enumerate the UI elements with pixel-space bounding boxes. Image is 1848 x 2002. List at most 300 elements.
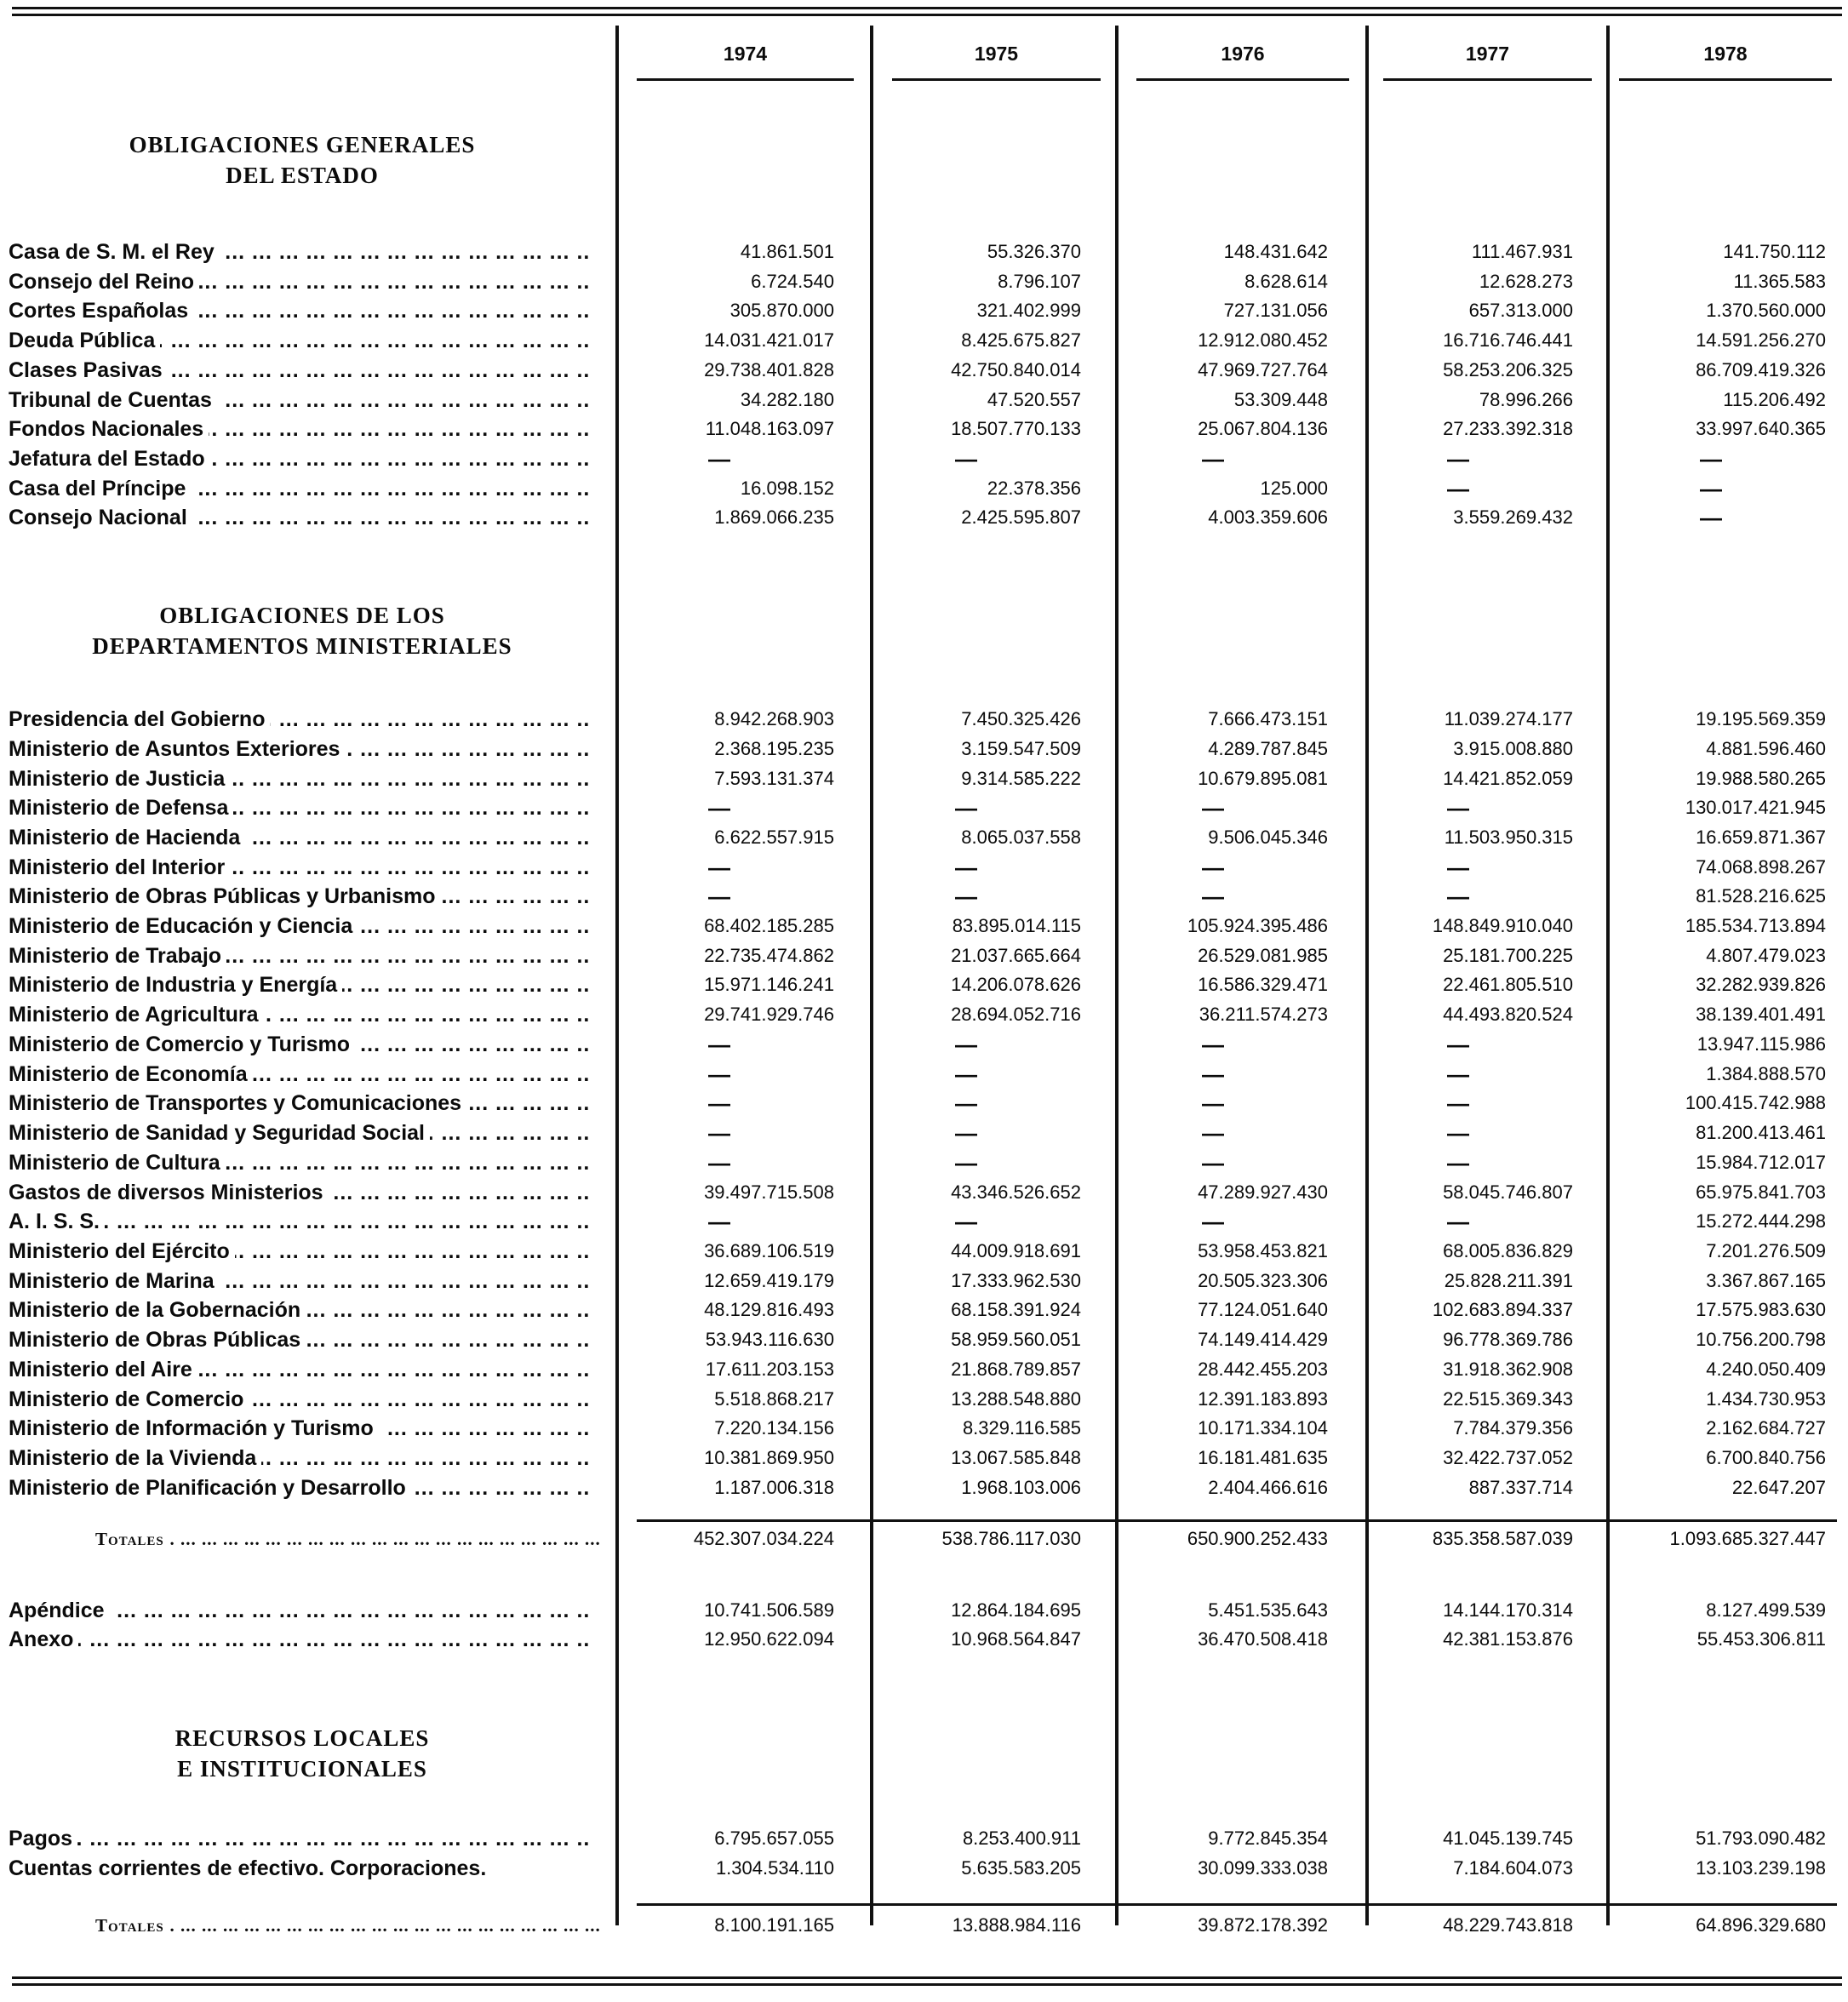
- value-cell-1974: —: [708, 446, 730, 472]
- header-underline: [637, 78, 854, 81]
- value-cell-1977: 31.918.362.908: [1443, 1358, 1573, 1380]
- value-cell-1976: 7.666.473.151: [1208, 708, 1328, 729]
- row-label-text: Casa de S. M. el Rey: [9, 240, 220, 264]
- value-cell-1977: —: [1447, 1150, 1469, 1175]
- header-underline: [892, 78, 1101, 81]
- row-label: [9, 1824, 592, 1853]
- row-label: [9, 1854, 592, 1883]
- value-cell-1977: 32.422.737.052: [1443, 1447, 1573, 1468]
- value-cell-1978: 3.367.867.165: [1706, 1270, 1826, 1291]
- row-label: [9, 970, 592, 999]
- row-label-text: Ministerio de Industria y Energía: [9, 973, 342, 997]
- value-cell-1976: 4.003.359.606: [1208, 506, 1328, 528]
- value-cell-1976: 30.099.333.038: [1198, 1857, 1328, 1879]
- value-cell-1977: 835.358.587.039: [1432, 1528, 1573, 1549]
- row-label: [9, 267, 592, 296]
- value-cell-1978: —: [1700, 505, 1722, 530]
- value-cell-1977: —: [1447, 1090, 1469, 1116]
- value-cell-1974: —: [708, 855, 730, 880]
- value-cell-1975: 18.507.770.133: [951, 418, 1081, 439]
- row-label: [9, 1118, 592, 1147]
- value-cell-1976: 47.289.927.430: [1198, 1181, 1328, 1203]
- value-cell-1976: 2.404.466.616: [1208, 1477, 1328, 1498]
- value-cell-1974: 53.943.116.630: [705, 1329, 834, 1350]
- value-cell-1976: 148.431.642: [1223, 241, 1328, 262]
- value-cell-1974: 1.187.006.318: [714, 1477, 834, 1498]
- row-label-text: Jefatura del Estado: [9, 447, 210, 471]
- value-cell-1976: —: [1202, 855, 1224, 880]
- header-underline: [1619, 78, 1832, 81]
- value-cell-1977: 3.559.269.432: [1453, 506, 1573, 528]
- value-cell-1978: 6.700.840.756: [1706, 1447, 1826, 1468]
- row-label-text: Gastos de diversos Ministerios: [9, 1181, 329, 1204]
- row-label: [9, 1385, 592, 1414]
- year-header-1975: 1975: [974, 43, 1019, 65]
- value-cell-1975: —: [955, 1150, 977, 1175]
- value-cell-1976: —: [1202, 1150, 1224, 1175]
- value-cell-1976: —: [1202, 884, 1224, 909]
- row-label: [9, 415, 592, 443]
- value-cell-1974: 22.735.474.862: [704, 945, 834, 966]
- value-cell-1975: —: [955, 855, 977, 880]
- value-cell-1974: 6.622.557.915: [714, 827, 834, 848]
- row-label-text: Apéndice: [9, 1599, 110, 1622]
- value-cell-1975: 68.158.391.924: [951, 1299, 1081, 1320]
- value-cell-1978: 51.793.090.482: [1696, 1828, 1826, 1849]
- value-cell-1977: 14.144.170.314: [1443, 1599, 1573, 1621]
- value-cell-1975: 538.786.117.030: [941, 1528, 1081, 1549]
- value-cell-1974: —: [708, 1209, 730, 1234]
- value-cell-1977: 657.313.000: [1468, 300, 1573, 321]
- value-cell-1975: —: [955, 1061, 977, 1087]
- row-label: [9, 764, 592, 793]
- value-cell-1975: 13.888.984.116: [952, 1914, 1081, 1936]
- year-header-1977: 1977: [1465, 43, 1510, 65]
- row-label-text: Casa del Príncipe: [9, 477, 191, 500]
- value-cell-1977: —: [1447, 884, 1469, 909]
- value-cell-1974: 452.307.034.224: [693, 1528, 834, 1549]
- value-cell-1977: 78.996.266: [1479, 389, 1573, 410]
- value-cell-1978: 13.947.115.986: [1696, 1033, 1826, 1055]
- value-cell-1974: 7.593.131.374: [714, 768, 834, 789]
- value-cell-1977: 11.039.274.177: [1444, 708, 1573, 729]
- row-label-text: Clases Pasivas: [9, 358, 168, 382]
- row-label-text: Ministerio de Cultura: [9, 1151, 226, 1175]
- value-cell-1977: 887.337.714: [1468, 1477, 1573, 1498]
- value-cell-1978: 15.272.444.298: [1696, 1210, 1826, 1232]
- value-cell-1975: 55.326.370: [987, 241, 1081, 262]
- value-cell-1977: 7.184.604.073: [1453, 1857, 1573, 1879]
- value-cell-1975: 21.037.665.664: [951, 945, 1081, 966]
- value-cell-1978: 55.453.306.811: [1696, 1628, 1826, 1650]
- row-label-text: Ministerio de Economía: [9, 1062, 253, 1086]
- row-label-text: Ministerio de Defensa: [9, 796, 233, 820]
- row-label-text: Ministerio de Obras Públicas: [9, 1328, 306, 1352]
- value-cell-1978: 11.365.583: [1733, 271, 1826, 292]
- header-underline: [1136, 78, 1349, 81]
- value-cell-1974: —: [708, 1061, 730, 1087]
- value-cell-1977: 27.233.392.318: [1443, 418, 1573, 439]
- value-cell-1976: 25.067.804.136: [1198, 418, 1328, 439]
- value-cell-1975: 58.959.560.051: [951, 1329, 1081, 1350]
- value-cell-1978: 1.093.685.327.447: [1669, 1528, 1826, 1549]
- section-heading-line: E INSTITUCIONALES: [177, 1756, 427, 1782]
- value-cell-1977: 111.467.931: [1471, 241, 1573, 262]
- row-label-text: Deuda Pública: [9, 329, 160, 352]
- value-cell-1977: 3.915.008.880: [1453, 738, 1573, 759]
- value-cell-1974: 14.031.421.017: [704, 329, 834, 351]
- value-cell-1977: —: [1447, 1120, 1469, 1146]
- value-cell-1977: 148.849.910.040: [1432, 915, 1573, 936]
- section-heading-line: OBLIGACIONES DE LOS: [159, 603, 445, 628]
- value-cell-1974: 16.098.152: [740, 478, 834, 499]
- row-label: [9, 1207, 592, 1236]
- row-label: [9, 1089, 592, 1118]
- section-heading-obligaciones-generales: [0, 129, 604, 191]
- top-rule-2: [12, 14, 1842, 16]
- row-label: [9, 1444, 592, 1473]
- value-cell-1978: 10.756.200.798: [1696, 1329, 1826, 1350]
- value-cell-1978: 4.240.050.409: [1706, 1358, 1826, 1380]
- row-label-text: Pagos: [9, 1827, 77, 1850]
- section-heading-line: OBLIGACIONES GENERALES: [129, 132, 476, 157]
- row-label-text: Ministerio del Aire: [9, 1358, 197, 1381]
- value-cell-1978: 86.709.419.326: [1696, 359, 1826, 380]
- value-cell-1976: 650.900.252.433: [1187, 1528, 1328, 1549]
- value-cell-1976: 12.912.080.452: [1198, 329, 1328, 351]
- value-cell-1974: 6.724.540: [751, 271, 834, 292]
- value-cell-1977: 58.045.746.807: [1443, 1181, 1573, 1203]
- value-cell-1975: 8.065.037.558: [961, 827, 1081, 848]
- value-cell-1976: 20.505.323.306: [1198, 1270, 1328, 1291]
- value-cell-1975: 83.895.014.115: [952, 915, 1081, 936]
- value-cell-1974: 36.689.106.519: [704, 1240, 834, 1261]
- value-cell-1977: 44.493.820.524: [1443, 1004, 1573, 1025]
- value-cell-1978: 185.534.713.894: [1685, 915, 1826, 936]
- value-cell-1974: —: [708, 1032, 730, 1057]
- value-cell-1977: 25.181.700.225: [1443, 945, 1573, 966]
- value-cell-1976: 47.969.727.764: [1198, 359, 1328, 380]
- value-cell-1974: —: [708, 1150, 730, 1175]
- value-cell-1976: 36.470.508.418: [1198, 1628, 1328, 1650]
- row-label-text: Ministerio de Información y Turismo: [9, 1416, 379, 1440]
- value-cell-1978: —: [1700, 446, 1722, 472]
- value-cell-1974: 7.220.134.156: [714, 1417, 834, 1439]
- row-label: [9, 1414, 592, 1443]
- value-cell-1978: 8.127.499.539: [1706, 1599, 1826, 1621]
- value-cell-1976: 53.958.453.821: [1198, 1240, 1328, 1261]
- row-label: [9, 1060, 592, 1089]
- value-cell-1978: 38.139.401.491: [1696, 1004, 1826, 1025]
- row-label-text: Totales: [95, 1915, 169, 1936]
- value-cell-1974: 5.518.868.217: [714, 1388, 834, 1410]
- value-cell-1977: 11.503.950.315: [1444, 827, 1573, 848]
- row-label-text: Ministerio de Comercio y Turismo: [9, 1032, 355, 1056]
- value-cell-1975: 5.635.583.205: [961, 1857, 1081, 1879]
- value-cell-1975: 8.253.400.911: [962, 1828, 1081, 1849]
- value-cell-1975: 43.346.526.652: [951, 1181, 1081, 1203]
- row-label: [9, 1178, 592, 1207]
- value-cell-1975: —: [955, 1209, 977, 1234]
- row-label: [9, 793, 592, 822]
- value-cell-1978: 74.068.898.267: [1696, 856, 1826, 878]
- value-cell-1975: 1.968.103.006: [961, 1477, 1081, 1498]
- value-cell-1975: 22.378.356: [987, 478, 1081, 499]
- value-cell-1977: 16.716.746.441: [1443, 329, 1573, 351]
- row-label-text: Ministerio de Educación y Ciencia: [9, 914, 358, 938]
- row-label: [9, 882, 592, 911]
- value-cell-1976: 9.772.845.354: [1208, 1828, 1328, 1849]
- value-cell-1976: 39.872.178.392: [1198, 1914, 1328, 1936]
- row-label: [9, 356, 592, 385]
- value-cell-1975: 3.159.547.509: [961, 738, 1081, 759]
- value-cell-1975: 8.329.116.585: [962, 1417, 1081, 1439]
- value-cell-1974: —: [708, 1120, 730, 1146]
- value-cell-1976: 53.309.448: [1233, 389, 1328, 410]
- value-cell-1975: 2.425.595.807: [961, 506, 1081, 528]
- row-label: [9, 1473, 592, 1502]
- value-cell-1974: 10.381.869.950: [704, 1447, 834, 1468]
- year-header-1976: 1976: [1221, 43, 1265, 65]
- row-label: [9, 1030, 592, 1059]
- value-cell-1978: 141.750.112: [1723, 241, 1826, 262]
- value-cell-1976: 36.211.574.273: [1199, 1004, 1328, 1025]
- value-cell-1976: —: [1202, 446, 1224, 472]
- row-label-text: Cuentas corrientes de efectivo. Corporaciones.: [9, 1856, 491, 1880]
- value-cell-1977: —: [1447, 1209, 1469, 1234]
- value-cell-1978: 65.975.841.703: [1696, 1181, 1826, 1203]
- row-label: [9, 912, 592, 941]
- row-label-text: Presidencia del Gobierno: [9, 707, 270, 731]
- value-cell-1978: 4.807.479.023: [1706, 945, 1826, 966]
- row-label: [9, 386, 592, 415]
- value-cell-1975: 321.402.999: [976, 300, 1081, 321]
- value-cell-1974: 8.100.191.165: [714, 1914, 834, 1936]
- value-cell-1978: 14.591.256.270: [1696, 329, 1826, 351]
- row-label-text: Tribunal de Cuentas: [9, 388, 217, 412]
- row-label-text: Ministerio de Agricultura: [9, 1003, 264, 1027]
- value-cell-1978: 2.162.684.727: [1706, 1417, 1826, 1439]
- top-rule-1: [12, 7, 1842, 9]
- header-underline: [1383, 78, 1592, 81]
- value-cell-1978: 13.103.239.198: [1696, 1857, 1826, 1879]
- value-cell-1976: 16.181.481.635: [1198, 1447, 1328, 1468]
- value-cell-1977: 68.005.836.829: [1443, 1240, 1573, 1261]
- value-cell-1975: —: [955, 1090, 977, 1116]
- value-cell-1977: —: [1447, 446, 1469, 472]
- value-cell-1975: —: [955, 795, 977, 821]
- row-label-text: Fondos Nacionales: [9, 417, 209, 441]
- value-cell-1974: 12.659.419.179: [704, 1270, 834, 1291]
- value-cell-1978: 16.659.871.367: [1696, 827, 1826, 848]
- section-heading-line: DEPARTAMENTOS MINISTERIALES: [92, 633, 512, 659]
- value-cell-1974: 29.741.929.746: [704, 1004, 834, 1025]
- row-label-text: Ministerio de Justicia: [9, 767, 230, 791]
- value-cell-1976: 105.924.395.486: [1187, 915, 1328, 936]
- row-label: [95, 1524, 678, 1553]
- value-cell-1974: 15.971.146.241: [704, 974, 834, 995]
- row-label: [9, 853, 592, 882]
- value-cell-1974: 305.870.000: [729, 300, 834, 321]
- row-label-text: Ministerio del Ejército: [9, 1239, 235, 1263]
- value-cell-1978: 130.017.421.945: [1685, 797, 1826, 818]
- row-label-text: Ministerio de Asuntos Exteriores: [9, 737, 345, 761]
- value-cell-1976: —: [1202, 1120, 1224, 1146]
- value-cell-1975: 13.288.548.880: [951, 1388, 1081, 1410]
- row-label: [9, 1296, 592, 1324]
- row-label-text: Ministerio de Sanidad y Seguridad Social: [9, 1121, 430, 1145]
- totals-rule: [637, 1519, 1837, 1522]
- value-cell-1976: —: [1202, 1061, 1224, 1087]
- value-cell-1976: 28.442.455.203: [1198, 1358, 1328, 1380]
- row-label: [9, 474, 592, 503]
- row-label: [9, 823, 592, 852]
- value-cell-1978: 19.195.569.359: [1696, 708, 1826, 729]
- value-cell-1977: 48.229.743.818: [1443, 1914, 1573, 1936]
- value-cell-1978: 115.206.492: [1723, 389, 1826, 410]
- row-label: [9, 1325, 592, 1354]
- value-cell-1976: 9.506.045.346: [1208, 827, 1328, 848]
- value-cell-1977: —: [1447, 795, 1469, 821]
- value-cell-1978: 81.200.413.461: [1696, 1122, 1826, 1143]
- value-cell-1976: 77.124.051.640: [1198, 1299, 1328, 1320]
- row-label: [9, 296, 592, 325]
- value-cell-1977: —: [1447, 476, 1469, 501]
- value-cell-1977: 22.515.369.343: [1443, 1388, 1573, 1410]
- row-label: [9, 237, 592, 266]
- row-label-text: Anexo: [9, 1627, 78, 1651]
- row-label-text: Totales: [95, 1529, 169, 1549]
- row-label: [9, 1596, 592, 1625]
- row-label: [9, 705, 592, 734]
- value-cell-1976: 12.391.183.893: [1198, 1388, 1328, 1410]
- value-cell-1974: 68.402.185.285: [704, 915, 834, 936]
- value-cell-1977: 12.628.273: [1479, 271, 1573, 292]
- row-label-text: Cortes Españolas: [9, 299, 193, 323]
- value-cell-1978: 33.997.640.365: [1696, 418, 1826, 439]
- row-label: [9, 1237, 592, 1266]
- value-cell-1977: 42.381.153.876: [1443, 1628, 1573, 1650]
- bottom-rule-2: [12, 1983, 1842, 1986]
- value-cell-1976: 16.586.329.471: [1198, 974, 1328, 995]
- value-cell-1975: —: [955, 1032, 977, 1057]
- value-cell-1975: 14.206.078.626: [951, 974, 1081, 995]
- value-cell-1977: 22.461.805.510: [1443, 974, 1573, 995]
- value-cell-1978: 81.528.216.625: [1696, 885, 1826, 907]
- value-cell-1977: 58.253.206.325: [1443, 359, 1573, 380]
- value-cell-1975: 44.009.918.691: [951, 1240, 1081, 1261]
- value-cell-1974: 29.738.401.828: [704, 359, 834, 380]
- year-header-1974: 1974: [723, 43, 768, 65]
- value-cell-1977: 96.778.369.786: [1443, 1329, 1573, 1350]
- value-cell-1978: 4.881.596.460: [1706, 738, 1826, 759]
- value-cell-1975: 8.425.675.827: [961, 329, 1081, 351]
- row-label: [9, 1355, 592, 1384]
- value-cell-1978: 1.384.888.570: [1706, 1063, 1826, 1084]
- row-label-text: Ministerio de Trabajo: [9, 944, 226, 968]
- row-label: [9, 1625, 592, 1654]
- value-cell-1978: 64.896.329.680: [1696, 1914, 1826, 1936]
- value-cell-1974: —: [708, 795, 730, 821]
- value-cell-1975: 8.796.107: [998, 271, 1081, 292]
- row-label: [9, 941, 592, 970]
- row-label: [9, 444, 592, 473]
- row-label-text: Ministerio de Transportes y Comunicaciones: [9, 1091, 466, 1115]
- row-label: [9, 735, 592, 764]
- value-cell-1974: 2.368.195.235: [714, 738, 834, 759]
- row-label: [9, 1000, 592, 1029]
- value-cell-1976: 26.529.081.985: [1198, 945, 1328, 966]
- row-label: [9, 1148, 592, 1177]
- value-cell-1978: 1.434.730.953: [1706, 1388, 1826, 1410]
- row-label-text: Ministerio de Planificación y Desarrollo: [9, 1476, 411, 1500]
- value-cell-1976: —: [1202, 795, 1224, 821]
- value-cell-1974: 1.304.534.110: [715, 1857, 834, 1879]
- value-cell-1974: 41.861.501: [740, 241, 834, 262]
- value-cell-1977: 14.421.852.059: [1443, 768, 1573, 789]
- value-cell-1975: 12.864.184.695: [951, 1599, 1081, 1621]
- value-cell-1974: 12.950.622.094: [704, 1628, 834, 1650]
- value-cell-1974: 11.048.163.097: [705, 418, 834, 439]
- value-cell-1974: 48.129.816.493: [704, 1299, 834, 1320]
- totals-rule: [637, 1903, 1837, 1906]
- section-heading-departamentos-ministeriales: [0, 600, 604, 661]
- row-label: [9, 1267, 592, 1296]
- value-cell-1977: 102.683.894.337: [1432, 1299, 1573, 1320]
- value-cell-1978: 7.201.276.509: [1706, 1240, 1826, 1261]
- value-cell-1978: 15.984.712.017: [1696, 1152, 1826, 1173]
- value-cell-1974: 10.741.506.589: [704, 1599, 834, 1621]
- row-label-text: Ministerio de Obras Públicas y Urbanismo: [9, 884, 441, 908]
- value-cell-1977: 7.784.379.356: [1453, 1417, 1573, 1439]
- value-cell-1974: 6.795.657.055: [714, 1828, 834, 1849]
- row-label-text: Ministerio de Hacienda: [9, 826, 245, 849]
- value-cell-1975: 28.694.052.716: [951, 1004, 1081, 1025]
- row-label-text: Ministerio de la Gobernación: [9, 1298, 306, 1322]
- value-cell-1975: 7.450.325.426: [961, 708, 1081, 729]
- value-cell-1976: —: [1202, 1032, 1224, 1057]
- row-label-text: Ministerio de la Vivienda: [9, 1446, 261, 1470]
- value-cell-1976: —: [1202, 1209, 1224, 1234]
- bottom-rule-1: [12, 1976, 1842, 1979]
- value-cell-1976: 74.149.414.429: [1198, 1329, 1328, 1350]
- value-cell-1976: 727.131.056: [1223, 300, 1328, 321]
- row-label: [9, 326, 592, 355]
- value-cell-1977: —: [1447, 855, 1469, 880]
- value-cell-1974: —: [708, 1090, 730, 1116]
- section-heading-line: RECURSOS LOCALES: [175, 1725, 430, 1751]
- value-cell-1977: —: [1447, 1032, 1469, 1057]
- row-label: [95, 1911, 678, 1940]
- section-heading-recursos-locales: [0, 1723, 604, 1784]
- section-heading-line: DEL ESTADO: [226, 163, 379, 188]
- value-cell-1975: 10.968.564.847: [951, 1628, 1081, 1650]
- value-cell-1978: 17.575.983.630: [1696, 1299, 1826, 1320]
- value-cell-1974: 1.869.066.235: [714, 506, 834, 528]
- row-label-text: Ministerio de Marina: [9, 1269, 220, 1293]
- value-cell-1978: 100.415.742.988: [1685, 1092, 1826, 1113]
- value-cell-1977: 25.828.211.391: [1444, 1270, 1573, 1291]
- value-cell-1976: 10.679.895.081: [1198, 768, 1328, 789]
- value-cell-1975: —: [955, 1120, 977, 1146]
- value-cell-1977: 41.045.139.745: [1443, 1828, 1573, 1849]
- value-cell-1974: 39.497.715.508: [704, 1181, 834, 1203]
- value-cell-1978: 22.647.207: [1731, 1477, 1826, 1498]
- value-cell-1976: 5.451.535.643: [1208, 1599, 1328, 1621]
- value-cell-1974: —: [708, 884, 730, 909]
- row-label-text: Ministerio de Comercio: [9, 1387, 249, 1411]
- value-cell-1975: 21.868.789.857: [951, 1358, 1081, 1380]
